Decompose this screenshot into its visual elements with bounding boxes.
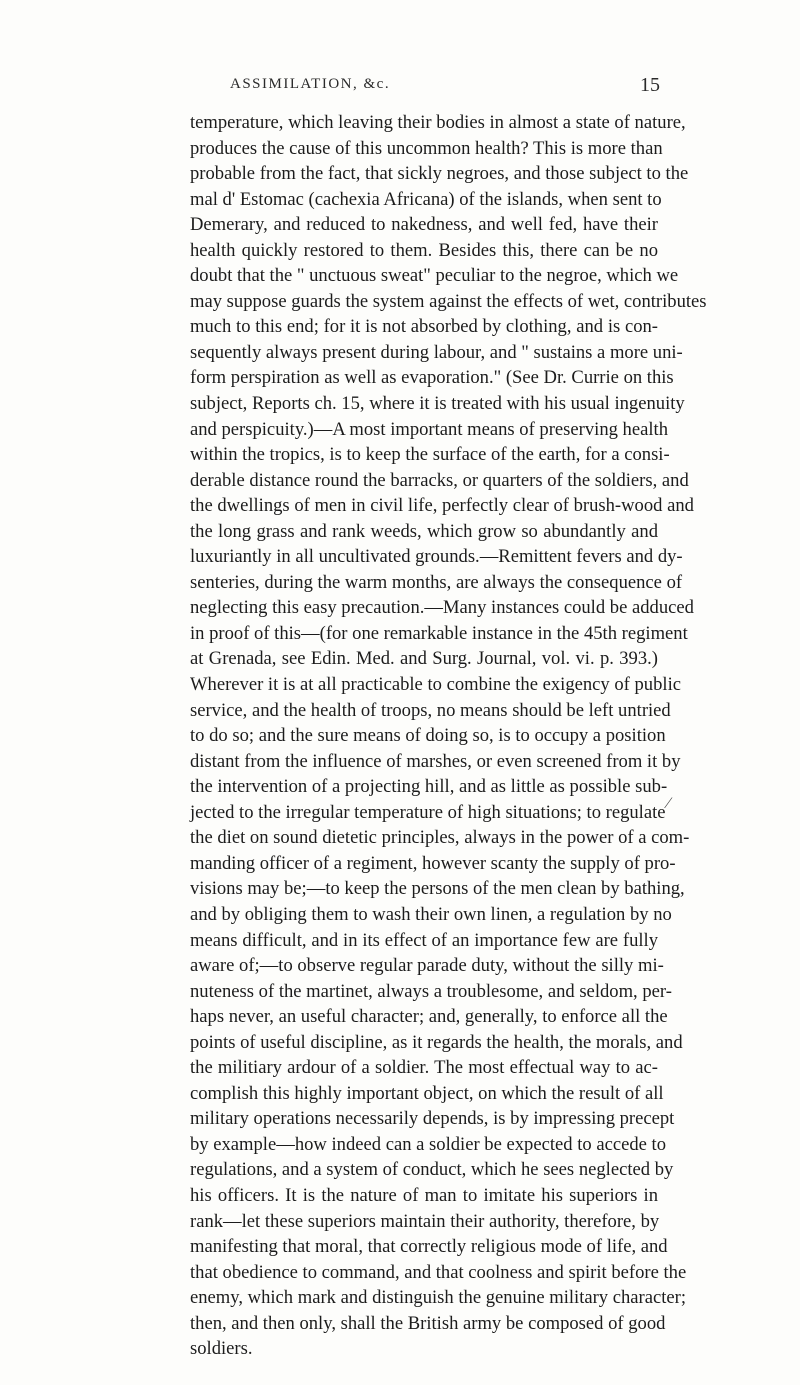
text-line: regulations, and a system of conduct, which he sees neglected by — [190, 1159, 674, 1181]
text-line: mal d' Estomac (cachexia Africana) of the islands, when sent to — [190, 188, 662, 210]
text-line: manifesting that moral, that correctly religious mode of life, and — [190, 1236, 668, 1258]
text-line: enemy, which mark and distinguish the genuine military character; — [190, 1287, 687, 1309]
text-line: and by obliging them to wash their own linen, a regulation by no — [190, 903, 672, 925]
text-line: his officers. It is the nature of man to imitate his superiors in — [190, 1184, 658, 1206]
body-text — [190, 110, 707, 1362]
text-line: within the tropics, is to keep the surface of the earth, for a consi- — [190, 444, 670, 466]
text-line: health quickly restored to them. Besides this, there can be no — [190, 239, 658, 261]
text-line: military operations necessarily depends, is by impressing precept — [190, 1108, 675, 1130]
running-title: ASSIMILATION, &c. — [230, 76, 391, 92]
text-line: by example—how indeed can a soldier be expected to accede to — [190, 1133, 667, 1155]
text-line: doubt that the " unctuous sweat" peculiar to the negroe, which we — [190, 265, 679, 287]
text-line: haps never, an useful character; and, generally, to enforce all the — [190, 1006, 668, 1028]
text-line: produces the cause of this uncommon health? This is more than — [190, 137, 663, 159]
text-line: manding officer of a regiment, however scanty the supply of pro- — [190, 852, 676, 874]
text-line: that obedience to command, and that coolness and spirit before the — [190, 1261, 687, 1283]
margin-pencil-mark: ⁄ — [667, 795, 670, 812]
text-line: luxuriantly in all uncultivated grounds.—Remittent fevers and dy- — [190, 546, 683, 568]
text-line: subject, Reports ch. 15, where it is treated with his usual ingenuity — [190, 393, 685, 415]
text-line: the militiary ardour of a soldier. The most effectual way to ac- — [190, 1057, 658, 1079]
text-line: may suppose guards the system against the effects of wet, contributes — [190, 290, 707, 312]
text-line: Wherever it is at all practicable to combine the exigency of public — [190, 674, 681, 696]
text-line: Demerary, and reduced to nakedness, and well fed, have their — [190, 214, 658, 236]
text-line: at Grenada, see Edin. Med. and Surg. Journal, vol. vi. p. 393.) — [190, 648, 658, 670]
text-line: and perspicuity.)—A most important means of preserving health — [190, 418, 668, 440]
text-line: nuteness of the martinet, always a troublesome, and seldom, per- — [190, 980, 672, 1002]
text-line: means difficult, and in its effect of an importance few are fully — [190, 929, 658, 951]
text-line: neglecting this easy precaution.—Many instances could be adduced — [190, 597, 694, 619]
text-line: visions may be;—to keep the persons of the men clean by bathing, — [190, 878, 685, 900]
text-line: then, and then only, shall the British army be composed of good — [190, 1312, 666, 1334]
text-line: the intervention of a projecting hill, and as little as possible sub- — [190, 776, 668, 798]
text-line: temperature, which leaving their bodies in almost a state of nature, — [190, 112, 686, 133]
text-line: aware of;—to observe regular parade duty, without the silly mi- — [190, 955, 664, 977]
text-line: distant from the influence of marshes, or even screened from it by — [190, 750, 681, 772]
text-line: rank—let these superiors maintain their authority, therefore, by — [190, 1210, 660, 1232]
text-line: sequently always present during labour, and " sustains a more uni- — [190, 341, 683, 363]
text-line: to do so; and the sure means of doing so, is to occupy a position — [190, 725, 666, 747]
page-number: 15 — [640, 74, 660, 96]
text-line: form perspiration as well as evaporation." (See Dr. Currie on this — [190, 367, 674, 389]
text-line: complish this highly important object, on which the result of all — [190, 1082, 664, 1104]
text-line: jected to the irregular temperature of high situations; to regulate — [190, 801, 666, 823]
text-line: in proof of this—(for one remarkable instance in the 45th regiment — [190, 622, 688, 644]
text-line: points of useful discipline, as it regards the health, the morals, and — [190, 1031, 683, 1053]
text-line: the long grass and rank weeds, which grow so abundantly and — [190, 520, 658, 542]
text-line: derable distance round the barracks, or quarters of the soldiers, and — [190, 469, 689, 491]
text-line: much to this end; for it is not absorbed by clothing, and is con- — [190, 316, 658, 338]
text-line: soldiers. — [190, 1338, 253, 1360]
text-line: probable from the fact, that sickly negroes, and those subject to the — [190, 163, 689, 185]
text-line: senteries, during the warm months, are always the consequence of — [190, 571, 683, 593]
text-line: service, and the health of troops, no means should be left untried — [190, 699, 671, 721]
text-line: the dwellings of men in civil life, perfectly clear of brush-wood and — [190, 495, 694, 517]
text-line: the diet on sound dietetic principles, always in the power of a com- — [190, 827, 690, 849]
